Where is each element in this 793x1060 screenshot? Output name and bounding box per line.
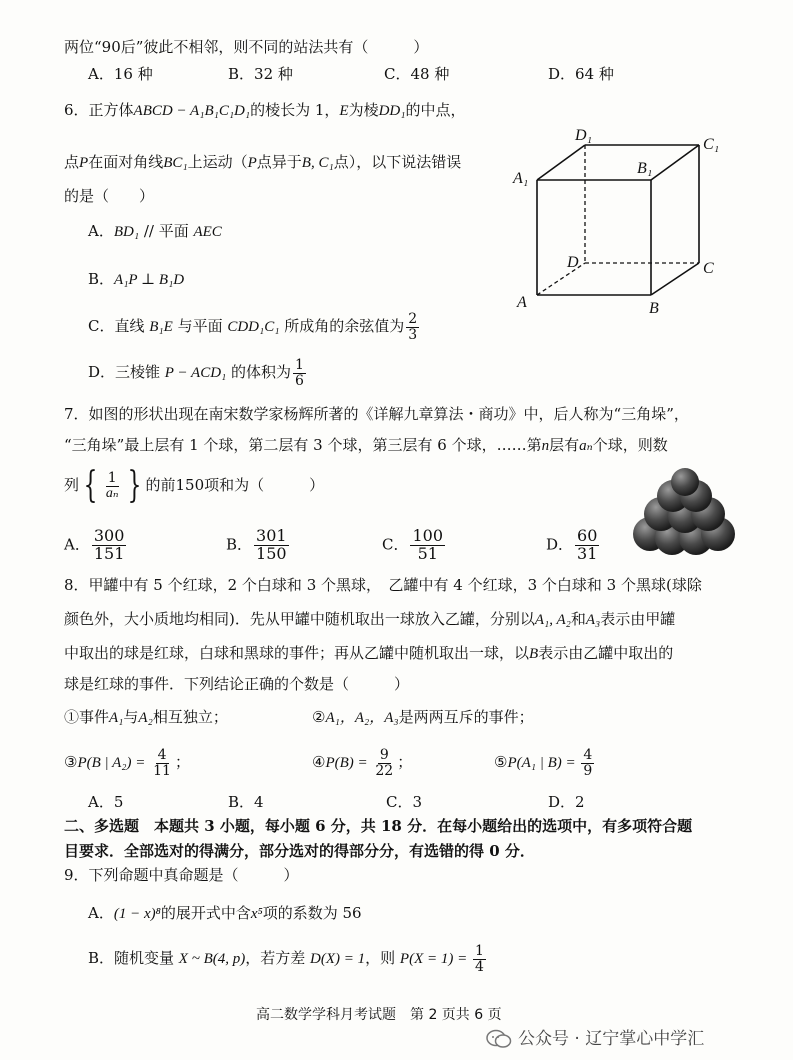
q9-option-a: A．(1 − x)⁸的展开式中含x⁵项的系数为 56 bbox=[88, 904, 362, 922]
q5-option-d: D．64 种 bbox=[548, 65, 614, 83]
q6-stem-line3: 的是（ ） bbox=[64, 187, 155, 205]
q8-stem-line1: 8．甲罐中有 5 个红球，2 个白球和 3 个黑球， 乙罐中有 4 个红球，3 个白球和 3 个黑球(球除 bbox=[64, 576, 702, 594]
cube-edge-b1c1 bbox=[651, 145, 699, 180]
q5-option-c: C．48 种 bbox=[384, 65, 450, 83]
q8-stem-line4: 球是红球的事件．下列结论正确的个数是（ ） bbox=[64, 675, 410, 693]
cube-label-a1: A₁ bbox=[513, 170, 529, 187]
cube-edge-a1d1 bbox=[537, 145, 585, 180]
q5-stem: 两位“90后”彼此不相邻，则不同的站法共有（ ） bbox=[64, 38, 429, 56]
cube-label-c: C bbox=[703, 260, 714, 277]
q5-option-a: A．16 种 bbox=[88, 65, 153, 83]
ball-pyramid-figure bbox=[630, 468, 740, 558]
cube-label-a: A bbox=[517, 294, 527, 311]
q7-option-a: A． $\frac{300}{151}$ bbox=[64, 526, 125, 563]
cube-label-b: B bbox=[649, 300, 659, 317]
q7-option-b: B． $\frac{301}{150}$ bbox=[226, 526, 287, 563]
cube-figure bbox=[505, 125, 735, 320]
q8-statement-3: ③P(B | A₂) = $\frac{4}{11}$ ； bbox=[64, 747, 190, 779]
q8-option-a: A．5 bbox=[88, 793, 124, 811]
q7-sequence: { $\frac{1}{\text{aₙ}}$ } bbox=[83, 465, 141, 506]
q9-stem: 9．下列命题中真命题是（ ） bbox=[64, 866, 299, 884]
q8-stem-line3: 中取出的球是红球，白球和黑球的事件；再从乙罐中随机取出一球，以B表示由乙罐中取出的 bbox=[64, 644, 674, 662]
q6-stem-line2: 点P在面对角线BC₁上运动（P点异于B, C₁点），以下说法错误 bbox=[64, 153, 462, 171]
q9-option-b: B．随机变量 X ~ B(4, p)，若方差 D(X) = 1，则 P(X = 1) = $\frac{1}{4}$ bbox=[88, 943, 484, 975]
q8-option-c: C．3 bbox=[386, 793, 423, 811]
watermark: 公众号 · 辽宁掌心中学汇 bbox=[486, 1024, 704, 1049]
cube-label-d: D bbox=[567, 254, 579, 271]
q6-option-d: D．三棱锥 P − ACD₁ 的体积为 $\frac{1}{6}$ bbox=[88, 357, 304, 389]
q7-stem-line2: “三角垛”最上层有 1 个球，第二层有 3 个球，第三层有 6 个球，……第n层有aₙ个球，则数 bbox=[64, 436, 668, 454]
q8-statement-1: ①事件A₁与A₂相互独立； bbox=[64, 708, 228, 726]
section-2-heading: 二、多选题 本题共 3 小题，每小题 6 分，共 18 分．在每小题给出的选项中，有多项符合题 bbox=[64, 817, 693, 835]
q6-option-d-fraction: $\frac{1}{6}$ bbox=[295, 357, 304, 389]
cube-edge-bc bbox=[651, 263, 699, 295]
q7-option-c: C． $\frac{100}{51}$ bbox=[382, 526, 444, 563]
q7-stem-line1: 7．如图的形状出现在南宋数学家杨辉所著的《详解九章算法・商功》中，后人称为“三角垛”， bbox=[64, 405, 689, 423]
q8-statement-5: ⑤P(A₁ | B) = $\frac{4}{9}$ bbox=[494, 747, 593, 779]
q8-statement-2: ②A₁，A₂，A₃是两两互斥的事件； bbox=[312, 708, 534, 726]
q8-stem-line2: 颜色外，大小质地均相同)．先从甲罐中随机取出一球放入乙罐，分别以A₁, A₂和A₃表示由甲罐 bbox=[64, 610, 676, 628]
cube-label-c1: C₁ bbox=[703, 136, 720, 153]
q8-statement-4: ④P(B) = $\frac{9}{22}$ ； bbox=[312, 747, 413, 779]
q6-option-a: A．BD₁ // 平面 AEC bbox=[88, 222, 222, 240]
q8-option-b: B．4 bbox=[228, 793, 264, 811]
q7-stem-line3: 列 { $\frac{1}{\text{aₙ}}$ } 的前150项和为（ ） bbox=[64, 465, 325, 506]
cube-label-d1: D₁ bbox=[575, 127, 593, 144]
cube-label-b1: B₁ bbox=[637, 160, 653, 177]
q6-option-c: C．直线 B₁E 与平面 CDD₁C₁ 所成角的余弦值为 $\frac{2}{3}$ bbox=[88, 311, 418, 343]
q8-option-d: D．2 bbox=[548, 793, 585, 811]
section-2-instructions: 目要求．全部选对的得满分，部分选对的得部分分，有选错的得 0 分． bbox=[64, 842, 535, 860]
wechat-icon bbox=[486, 1029, 512, 1049]
q6-option-c-fraction: $\frac{2}{3}$ bbox=[408, 311, 418, 343]
q5-option-b: B．32 种 bbox=[228, 65, 293, 83]
q6-option-b: B．A₁P ⊥ B₁D bbox=[88, 270, 185, 288]
q6-stem-line1: 6．正方体ABCD − A₁B₁C₁D₁的棱长为 1，E为棱DD₁的中点， bbox=[64, 101, 466, 119]
page-footer: 高二数学学科月考试题 第 2 页共 6 页 bbox=[256, 1007, 502, 1023]
q7-option-d: D． $\frac{60}{31}$ bbox=[546, 526, 598, 563]
